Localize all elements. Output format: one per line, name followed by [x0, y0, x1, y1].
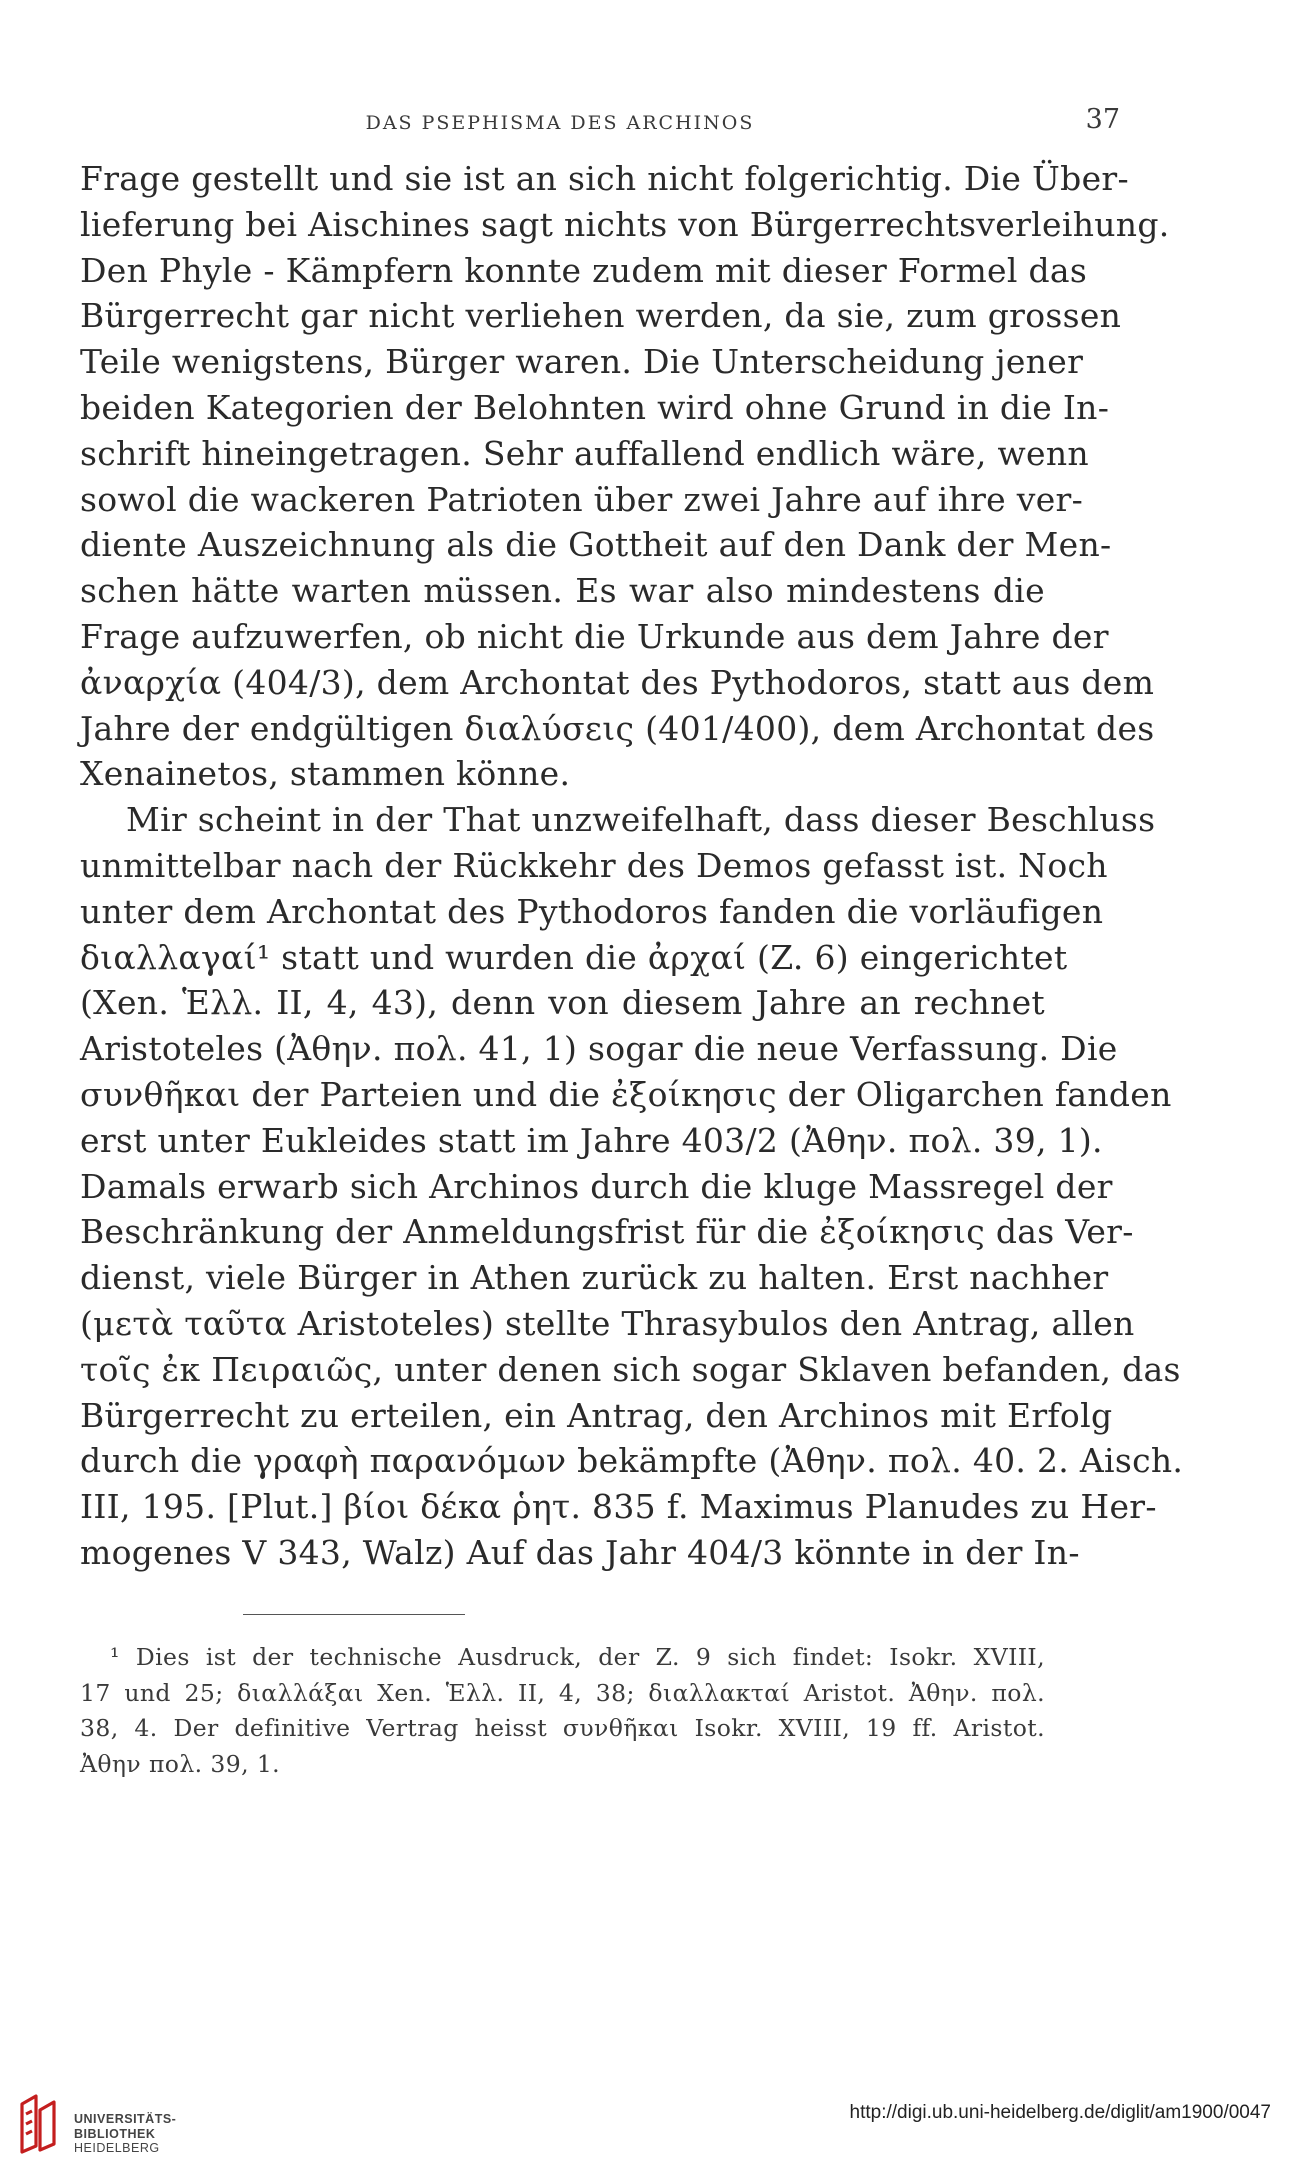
footnote-line: Ἀθην πολ. 39, 1. — [80, 1749, 281, 1778]
source-url-link[interactable]: http://digi.ub.uni-heidelberg.de/diglit/am1900/0047 — [849, 2102, 1271, 2123]
text-line: schen hätte warten müssen. Es war also mindestens die — [80, 571, 1045, 611]
text-line: ἀναρχία (404/3), dem Archontat des Pythodoros, statt aus dem — [80, 662, 1155, 702]
text-line: III, 195. [Plut.] βίοι δέκα ῥητ. 835 f. Maximus Planudes zu Her- — [80, 1487, 1157, 1527]
footnote-line: ¹ Dies ist der technische Ausdruck, der Z. 9 sich findet: Isokr. XVIII, — [110, 1643, 1045, 1671]
text-line: Frage aufzuwerfen, ob nicht die Urkunde aus dem Jahre der — [80, 616, 1109, 656]
text-line: Teile wenigstens, Bürger waren. Die Unterscheidung jener — [80, 342, 1084, 382]
footnote-line: 17 und 25; διαλλάξαι Xen. Ἑλλ. II, 4, 38; διαλλακταί Aristot. Ἀθην. πολ. — [80, 1678, 1045, 1707]
text-line: Aristoteles (Ἀθην. πολ. 41, 1) sogar die neue Verfassung. Die — [80, 1029, 1118, 1069]
text-line: (μετὰ ταῦτα Aristoteles) stellte Thrasybulos den Antrag, allen — [80, 1303, 1135, 1343]
text-line: Frage gestellt und sie ist an sich nicht folgerichtig. Die Über- — [80, 159, 1129, 198]
text-line: schrift hineingetragen. Sehr auffallend endlich wäre, wenn — [80, 433, 1089, 473]
page-number: 37 — [1085, 104, 1120, 135]
main-text — [80, 156, 1184, 1576]
text-line: (Xen. Ἑλλ. II, 4, 43), denn von diesem Jahre an rechnet — [80, 983, 1045, 1023]
heidelberg-library-logo-icon[interactable] — [14, 2090, 74, 2156]
text-line: beiden Kategorien der Belohnten wird ohne Grund in die In- — [80, 387, 1110, 427]
text-line: diente Auszeichnung als die Gottheit auf den Dank der Men- — [80, 525, 1112, 565]
text-line: Beschränkung der Anmeldungsfrist für die ἐξοίκησις das Ver- — [80, 1212, 1134, 1252]
text-line: τοῖς ἐκ Πειραιῶς, unter denen sich sogar Sklaven befanden, das — [80, 1349, 1181, 1389]
footnote-line: 38, 4. Der definitive Vertrag heisst συνθῆκαι Isokr. XVIII, 19 ff. Aristot. — [80, 1714, 1045, 1742]
text-line: lieferung bei Aischines sagt nichts von Bürgerrechtsverleihung. — [80, 204, 1170, 244]
text-line: Damals erwarb sich Archinos durch die kluge Massregel der — [80, 1166, 1113, 1206]
footer — [0, 2080, 1289, 2173]
footnotes — [80, 1640, 1045, 1782]
running-head — [80, 104, 1120, 144]
running-title: DAS PSEPHISMA DES ARCHINOS — [365, 112, 755, 134]
library-name — [74, 2112, 176, 2156]
text-line: mogenes V 343, Walz) Auf das Jahr 404/3 könnte in der In- — [80, 1532, 1080, 1572]
text-line: unmittelbar nach der Rückkehr des Demos gefasst ist. Noch — [80, 845, 1108, 885]
text-line: unter dem Archontat des Pythodoros fanden die vorläufigen — [80, 891, 1104, 931]
library-name-line: BIBLIOTHEK — [74, 2126, 156, 2141]
text-line: Jahre der endgültigen διαλύσεις (401/400), dem Archontat des — [80, 708, 1155, 748]
text-line: dienst, viele Bürger in Athen zurück zu halten. Erst nachher — [80, 1258, 1109, 1298]
text-line: durch die γραφὴ παρανόμων bekämpfte (Ἀθην. πολ. 40. 2. Aisch. — [80, 1441, 1184, 1481]
text-line: Bürgerrecht zu erteilen, ein Antrag, den Archinos mit Erfolg — [80, 1395, 1113, 1435]
text-line: συνθῆκαι der Parteien und die ἐξοίκησις der Oligarchen fanden — [80, 1074, 1172, 1114]
text-line: Mir scheint in der That unzweifelhaft, dass dieser Beschluss — [126, 800, 1156, 840]
text-line: Bürgerrecht gar nicht verliehen werden, da sie, zum grossen — [80, 296, 1122, 336]
text-line: Xenainetos, stammen könne. — [80, 754, 571, 794]
text-line: sowol die wackeren Patrioten über zwei Jahre auf ihre ver- — [80, 479, 1084, 519]
text-line: Den Phyle - Kämpfern konnte zudem mit dieser Formel das — [80, 250, 1088, 290]
text-line: διαλλαγαί¹ statt und wurden die ἀρχαί (Z. 6) eingerichtet — [80, 937, 1068, 977]
library-name-line: UNIVERSITÄTS- — [74, 2112, 177, 2126]
library-name-line: HEIDELBERG — [74, 2141, 160, 2155]
text-line: erst unter Eukleides statt im Jahre 403/2 (Ἀθην. πολ. 39, 1). — [80, 1120, 1103, 1160]
footnote-divider — [243, 1614, 465, 1615]
